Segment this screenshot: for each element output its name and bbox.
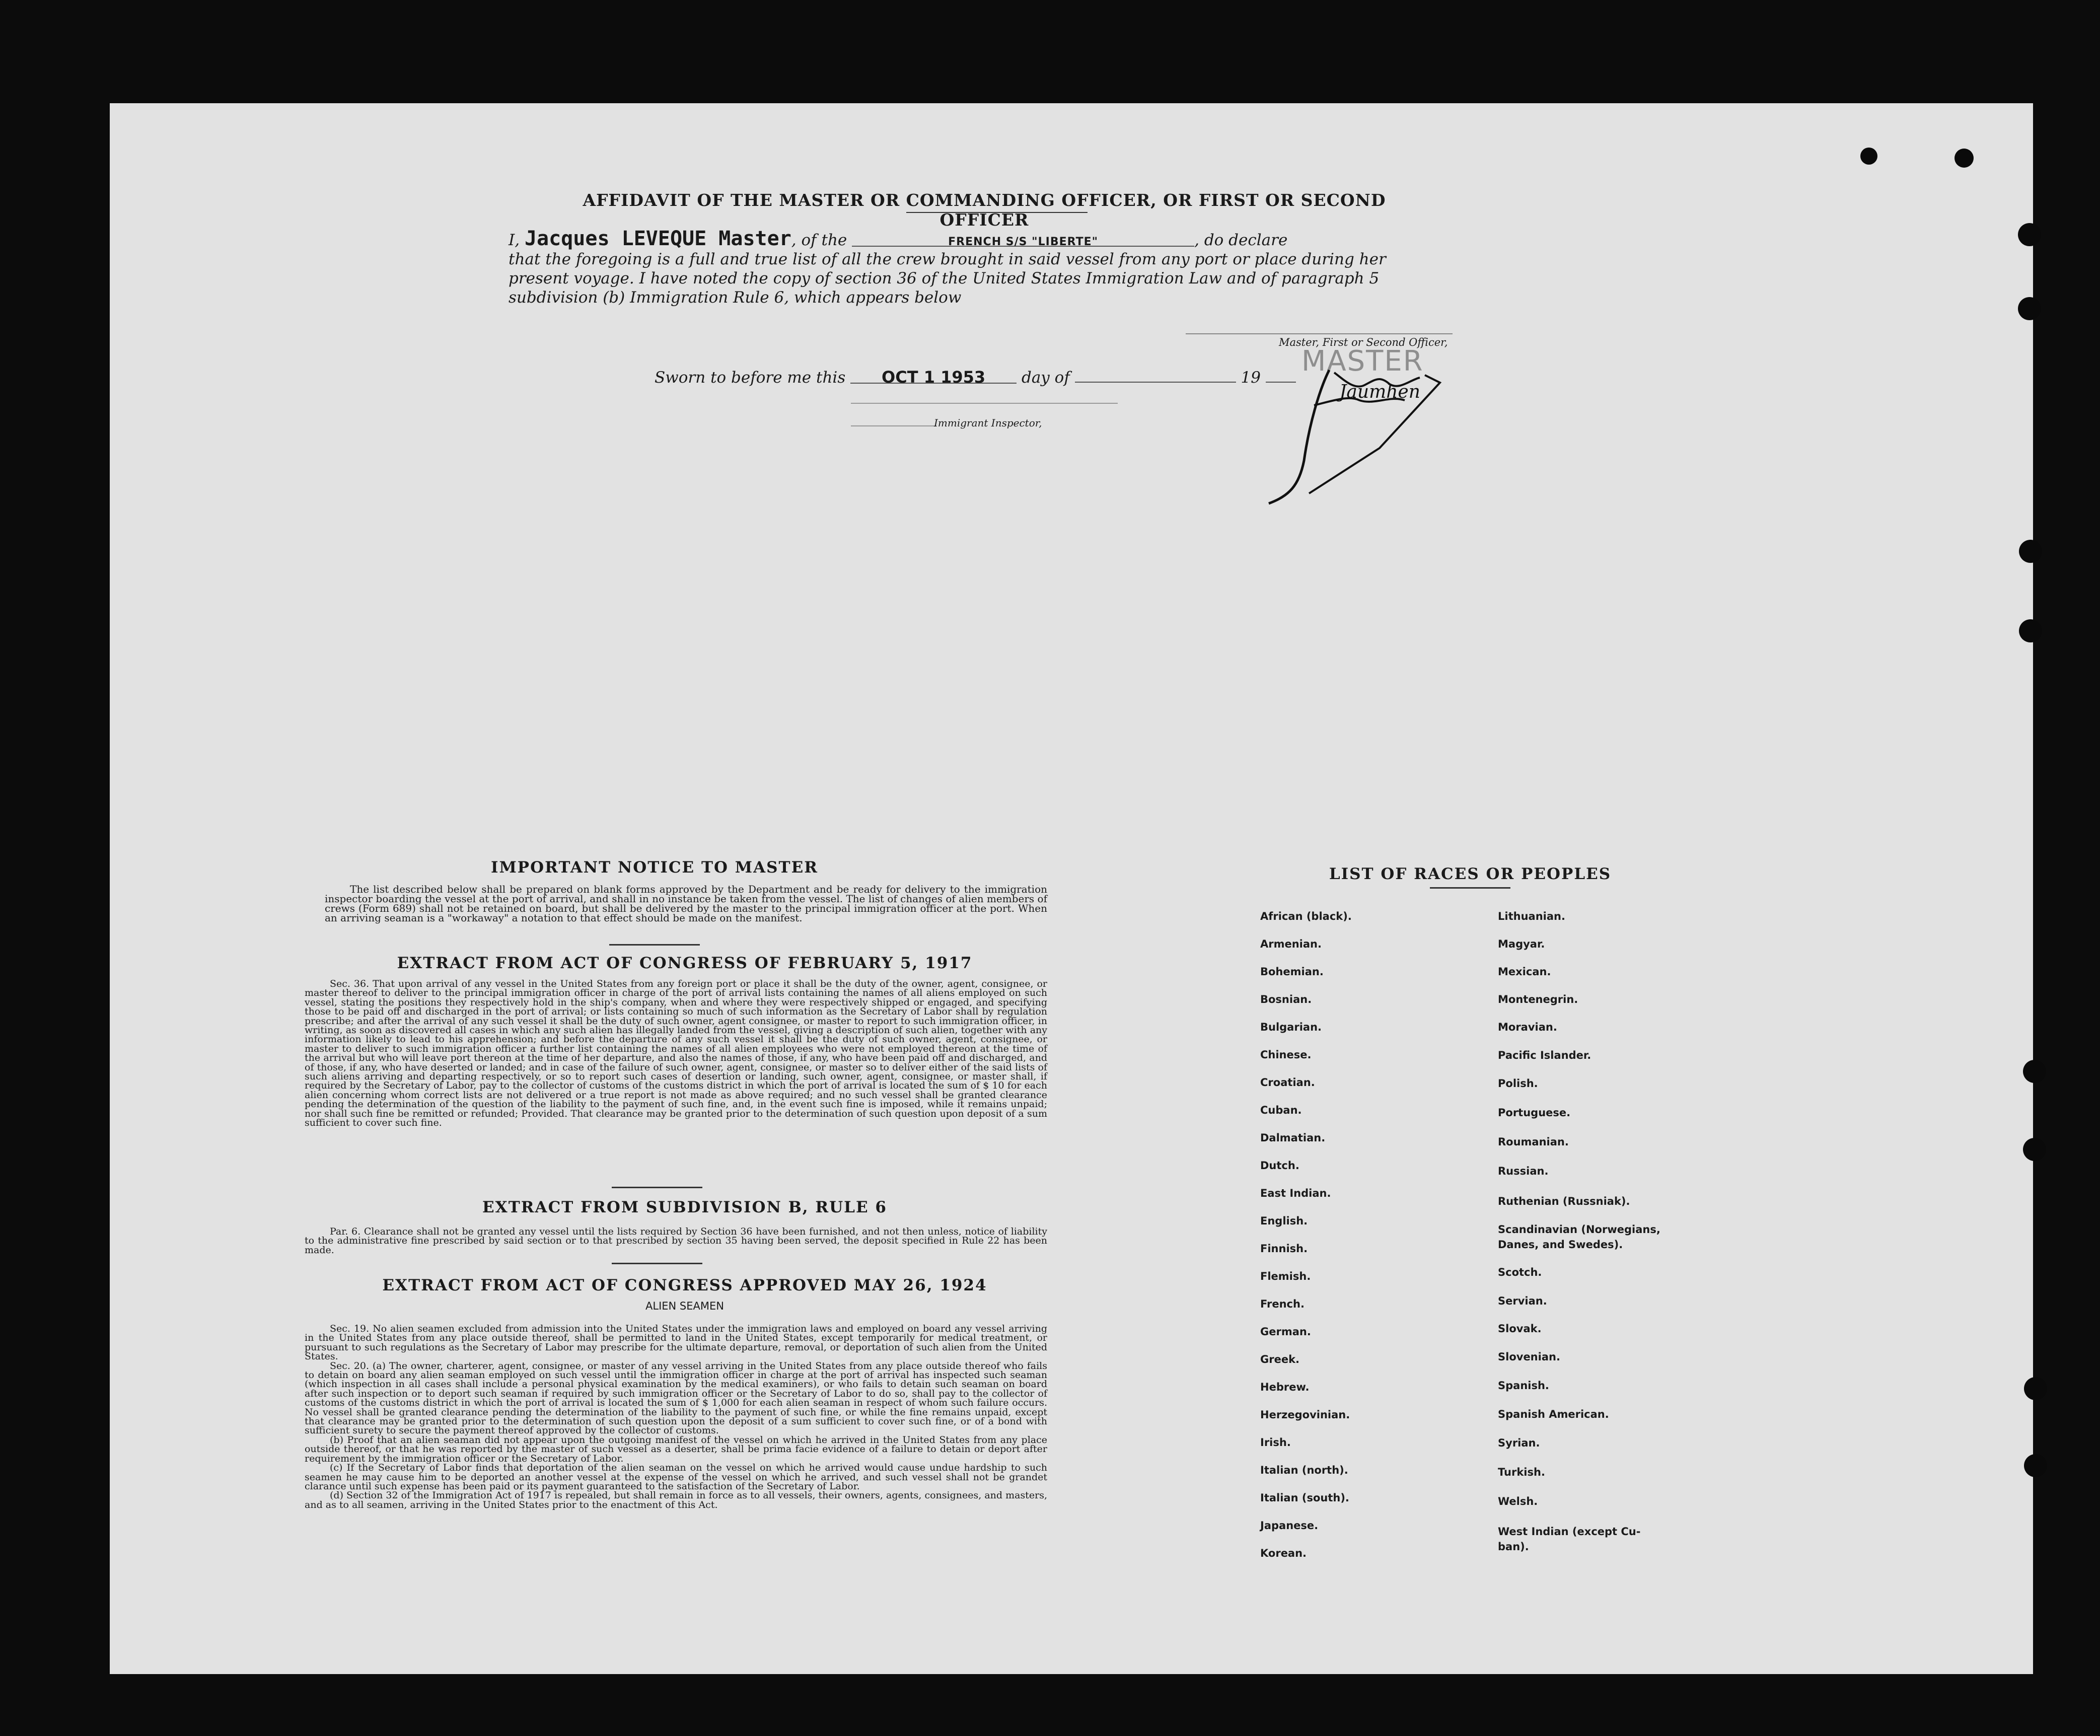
extract-1924-title: EXTRACT FROM ACT OF CONGRESS APPROVED MAY 26, 1924 bbox=[382, 1276, 987, 1294]
race-item: Polish. bbox=[1498, 1077, 1538, 1090]
race-item: West Indian (except Cu- bbox=[1498, 1526, 1641, 1538]
master-stamp: MASTER bbox=[1301, 345, 1424, 378]
affidavit-title: AFFIDAVIT OF THE MASTER OR COMMANDING OFFICER, OR FIRST OR SECOND OFFICER bbox=[583, 190, 1386, 230]
rule6-title: EXTRACT FROM SUBDIVISION B, RULE 6 bbox=[482, 1198, 887, 1216]
race-item: Dutch. bbox=[1260, 1160, 1299, 1172]
race-item: East Indian. bbox=[1260, 1187, 1331, 1199]
inspector-line bbox=[851, 403, 1118, 404]
signature-caption: Master, First or Second Officer, bbox=[1279, 336, 1448, 348]
race-item: Roumanian. bbox=[1498, 1136, 1569, 1148]
signature-text: Jaumhen bbox=[1339, 382, 1420, 402]
race-item: Irish. bbox=[1260, 1436, 1291, 1449]
race-item: Greek. bbox=[1260, 1353, 1300, 1365]
race-item: Moravian. bbox=[1498, 1021, 1557, 1033]
race-item: Pacific Islander. bbox=[1498, 1049, 1591, 1061]
race-item: Slovak. bbox=[1498, 1323, 1542, 1335]
declaration-do-declare: , do declare bbox=[1194, 231, 1288, 249]
punch-hole bbox=[1954, 149, 1974, 168]
notice-rule bbox=[609, 944, 700, 946]
race-item: Cuban. bbox=[1260, 1104, 1302, 1116]
punch-hole bbox=[2024, 1454, 2047, 1477]
sworn-year-prefix: 19 bbox=[1241, 369, 1261, 387]
punch-hole bbox=[2023, 1060, 2046, 1083]
race-item: Finnish. bbox=[1260, 1243, 1308, 1255]
declaration-line-1 bbox=[509, 229, 1455, 250]
race-item: Japanese. bbox=[1260, 1520, 1319, 1532]
sec-19-text: Sec. 19. No alien seamen excluded from admission into the United States under the immigration laws and employed on board any vessel arriving in the United States from any place outside thereof, shall be permitted to land in the United States, except temporarily for medical treatment, or pursuant to such regulations as the Secretary of Labor may prescribe for the ultimate departure, removal, or deportation of such alien from the United States. bbox=[305, 1323, 1047, 1362]
extract-1917-body bbox=[305, 979, 1047, 1128]
race-item: Montenegrin. bbox=[1498, 993, 1578, 1005]
race-item: Welsh. bbox=[1498, 1495, 1538, 1507]
extract-1917-title: EXTRACT FROM ACT OF CONGRESS OF FEBRUARY 5, 1917 bbox=[397, 954, 973, 972]
race-item: Armenian. bbox=[1260, 938, 1322, 950]
par-6-text: Par. 6. Clearance shall not be granted any vessel until the lists required by Section 36 have been furnished, and not then unless, notice of liability to the administrative fine prescribed by said section or to that prescribed by section 35 having been served, the deposit specified in Rule 22 has been made. bbox=[305, 1226, 1047, 1256]
race-item: Spanish American. bbox=[1498, 1408, 1609, 1420]
sworn-prefix: Sworn to before me this bbox=[655, 369, 846, 387]
race-item: Spanish. bbox=[1498, 1380, 1549, 1392]
punch-hole bbox=[2024, 1377, 2047, 1400]
punch-hole bbox=[2019, 540, 2042, 563]
alien-seamen-subtitle: ALIEN SEAMEN bbox=[645, 1300, 724, 1312]
declaration-line-3: present voyage. I have noted the copy of section 36 of the United States Immigration Law and of paragraph 5 bbox=[509, 269, 1380, 287]
race-item: Ruthenian (Russniak). bbox=[1498, 1195, 1630, 1207]
race-item: Flemish. bbox=[1260, 1270, 1311, 1282]
race-item: Magyar. bbox=[1498, 938, 1545, 950]
race-item: Italian (north). bbox=[1260, 1464, 1348, 1476]
extract-1917-rule bbox=[612, 1187, 702, 1188]
race-item: Slovenian. bbox=[1498, 1351, 1560, 1363]
race-item: Turkish. bbox=[1498, 1466, 1545, 1478]
sworn-date-blank bbox=[850, 368, 1017, 387]
race-item: Korean. bbox=[1260, 1547, 1307, 1559]
vessel-blank bbox=[852, 231, 1194, 247]
race-item: Portuguese. bbox=[1498, 1107, 1571, 1119]
title-rule bbox=[906, 212, 1088, 213]
race-item: Lithuanian. bbox=[1498, 910, 1565, 922]
punch-hole bbox=[2023, 1138, 2046, 1161]
sworn-day-of: day of bbox=[1021, 369, 1070, 387]
section-36-text: Sec. 36. That upon arrival of any vessel in the United States from any foreign port or place it shall be the duty of the owner, agent, consignee, or master thereof to deliver to the principal immigration officer in charge of the port of arrival lists containing the names of all aliens employed on such vessel, stating the positions they respectively hold in the ship's company, when and where they were respectively shipped or engaged, and specifying those to be paid off and discharged in the port of arrival; or lists containing so much of such information as the Secretary of Labor shall by regulation prescribe; and after the arrival of any such vessel it shall be the duty of such owner, agent consignee, or master to report to such immigration officer, in writing, as soon as discovered all cases in which any such alien has illegally landed from the vessel, giving a description of such alien, together with any information likely to lead to his apprehension; and before the departure of any such vessel it shall be the duty of such owner, agent, consignee, or master to deliver to such immigration officer a further list containing the names of all alien employees who were not employed thereon at the time of the arrival but who will leave port thereon at the time of her departure, and also the names of those, if any, who have been paid off and discharged, and of those, if any, who have deserted or landed; and in case of the failure of such owner, agent, consignee, or master so to deliver either of the said lists of such aliens arriving and departing respectively, or so to report such cases of desertion or landing, such owner, agent, consignee, or master shall, if required by the Secretary of Labor, pay to the collector of customs of the customs district in which the port of arrival is located the sum of $ 10 for each alien concerning whom correct lists are not delivered or a true report is not made as above required; and no such vessel shall be granted clearance pending the determination of the question of the liability to the payment of such fine, and, in the event such fine is imposed, while it remains unpaid; nor shall such fine be remitted or refunded; Provided. That clearance may be granted prior to the determination of such question upon deposit of a sum sufficient to cover such fine. bbox=[305, 978, 1047, 1129]
declaration-paragraph bbox=[509, 229, 1455, 307]
inspector-caption: Immigrant Inspector, bbox=[934, 417, 1042, 429]
races-title: LIST OF RACES OR PEOPLES bbox=[1329, 865, 1612, 883]
declaration-line-2: that the foregoing is a full and true list of all the crew brought in said vessel from any port or place during her bbox=[509, 250, 1386, 268]
race-item: Scandinavian (Norwegians, bbox=[1498, 1223, 1660, 1236]
signature-line bbox=[1186, 333, 1453, 334]
master-name: Jacques LEVEQUE Master bbox=[524, 227, 791, 250]
race-item: African (black). bbox=[1260, 910, 1352, 922]
punch-hole bbox=[2018, 223, 2041, 246]
race-item: English. bbox=[1260, 1215, 1308, 1227]
month-blank bbox=[1075, 367, 1236, 383]
sec-20d-text: (d) Section 32 of the Immigration Act of 1917 is repealed, but shall remain in force as to all vessels, their owners, agents, consignees, and masters, and as to all seamen, arriving in the United States prior to the enactment of this Act. bbox=[305, 1490, 1047, 1510]
rule6-rule bbox=[612, 1263, 702, 1264]
notice-title: IMPORTANT NOTICE TO MASTER bbox=[490, 858, 819, 877]
race-item: Bulgarian. bbox=[1260, 1021, 1322, 1033]
sworn-line bbox=[655, 367, 1296, 387]
declaration-pre: I, bbox=[509, 231, 520, 249]
declaration-of-the: , of the bbox=[791, 231, 847, 249]
race-item: French. bbox=[1260, 1298, 1305, 1310]
race-item: Chinese. bbox=[1260, 1049, 1312, 1061]
punch-hole bbox=[1860, 148, 1877, 165]
race-item: Croatian. bbox=[1260, 1076, 1315, 1089]
race-item: Bohemian. bbox=[1260, 966, 1324, 978]
race-item: ban). bbox=[1498, 1541, 1529, 1553]
sworn-date: OCT 1 1953 bbox=[882, 368, 986, 387]
race-item: Russian. bbox=[1498, 1165, 1549, 1177]
declaration-line-4: subdivision (b) Immigration Rule 6, which appears below bbox=[509, 288, 962, 307]
race-item: Servian. bbox=[1498, 1295, 1547, 1307]
race-item: Syrian. bbox=[1498, 1437, 1540, 1449]
race-item: Hebrew. bbox=[1260, 1381, 1310, 1393]
sec-20a-text: Sec. 20. (a) The owner, charterer, agent, consignee, or master of any vessel arriving in the United States from any place outside thereof who fails to detain on board any alien seaman employed on such vessel until the immigration officer in charge at the port of arrival has inspected such seaman (which inspection in all cases shall include a personal physical examination by the medical examiners), or who fails to detain such seaman on board after such inspection or to deport such seaman if required by such immigration officer or the Secretary of Labor to do so, shall pay to the collector of customs of the customs district in which the port of arrival is located the sum of $ 1,000 for each alien seaman in respect of whom such failure occurs. No vessel shall be granted clearance pending the determination of the liability to the payment of such fine, or while the fine remains unpaid, except that clearance may be granted prior to the determination of such question upon the deposit of a sum sufficient to cover such fine, or of a bond with sufficient surety to secure the payment thereof approved by the collector of customs. bbox=[305, 1360, 1047, 1436]
race-item: Herzegovinian. bbox=[1260, 1409, 1350, 1421]
inspector-line-short bbox=[851, 425, 936, 426]
race-item: Bosnian. bbox=[1260, 993, 1312, 1005]
race-item: Mexican. bbox=[1498, 966, 1551, 978]
year-blank bbox=[1266, 367, 1296, 383]
notice-body: The list described below shall be prepared on blank forms approved by the Department and be ready for delivery to the immigration inspector boarding the vessel at the port of arrival, and shall in no instance be taken from the vessel. The list of changes of alien members of crews (Form 689) shall not be retained on board, but shall be delivered by the master to the principal immigration officer at the port. When an arriving seaman is a "workaway" a notation to that effect should be made on the manifest. bbox=[325, 883, 1047, 924]
sec-20c-text: (c) If the Secretary of Labor finds that deportation of the alien seaman on the vessel on which he arrived would cause undue hardship to such seamen he may cause him to be deported an another vessel at the expense of the vessel on which he arrived, and such vessel shall not be grandet clarance until such expense has been paid or its payment guaranteed to the satisfaction of the Secretary of Labor. bbox=[305, 1462, 1047, 1492]
extract-1924-body bbox=[305, 1324, 1047, 1509]
rule6-body bbox=[305, 1227, 1047, 1255]
punch-hole bbox=[2018, 297, 2041, 320]
race-item: Scotch. bbox=[1498, 1266, 1542, 1278]
race-item: Dalmatian. bbox=[1260, 1132, 1326, 1144]
sec-20b-text: (b) Proof that an alien seaman did not appear upon the outgoing manifest of the vessel on which he arrived in the United States from any place outside thereof, or that he was reported by the master of such vessel as a deserter, shall be prima facie evidence of a failure to detain or deport after requirement by the immigration officer or the Secretary of Labor. bbox=[305, 1434, 1047, 1464]
race-item: German. bbox=[1260, 1326, 1311, 1338]
races-rule bbox=[1430, 887, 1510, 889]
vessel-name: FRENCH S/S "LIBERTE" bbox=[948, 236, 1099, 248]
race-item: Danes, and Swedes). bbox=[1498, 1239, 1623, 1251]
punch-hole bbox=[2019, 619, 2042, 642]
race-item: Italian (south). bbox=[1260, 1492, 1349, 1504]
